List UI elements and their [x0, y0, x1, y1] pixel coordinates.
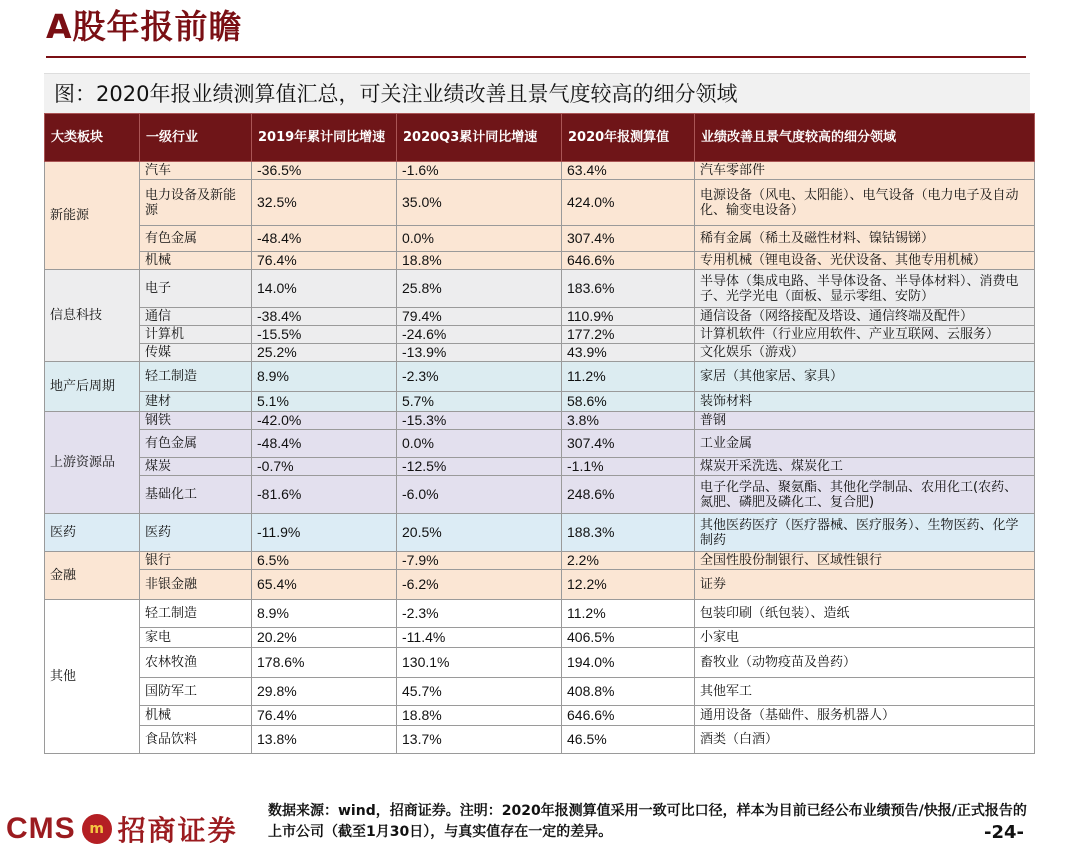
- growth-2019-cell: -38.4%: [252, 308, 397, 326]
- estimate-2020-cell: 183.6%: [562, 270, 695, 308]
- growth-2019-cell: 76.4%: [252, 252, 397, 270]
- subsector-cell: 普钢: [695, 412, 1035, 430]
- table-header-row: [45, 114, 1035, 162]
- growth-q3-cell: -7.9%: [397, 552, 562, 570]
- subsector-cell: 电子化学品、聚氨酯、其他化学制品、农用化工(农药、氮肥、磷肥及磷化工、复合肥): [695, 476, 1035, 514]
- estimate-2020-cell: 58.6%: [562, 392, 695, 412]
- estimate-2020-cell: 63.4%: [562, 162, 695, 180]
- industry-cell: 农林牧渔: [140, 648, 252, 678]
- growth-2019-cell: 6.5%: [252, 552, 397, 570]
- growth-2019-cell: -48.4%: [252, 430, 397, 458]
- growth-q3-cell: 13.7%: [397, 726, 562, 754]
- subsector-cell: 全国性股份制银行、区域性银行: [695, 552, 1035, 570]
- subsector-cell: 证券: [695, 570, 1035, 600]
- growth-q3-cell: -2.3%: [397, 362, 562, 392]
- industry-cell: 通信: [140, 308, 252, 326]
- table-row: [45, 628, 1035, 648]
- table-row: [45, 270, 1035, 308]
- growth-q3-cell: -6.0%: [397, 476, 562, 514]
- industry-cell: 轻工制造: [140, 362, 252, 392]
- growth-q3-cell: -12.5%: [397, 458, 562, 476]
- table-row: [45, 570, 1035, 600]
- industry-cell: 轻工制造: [140, 600, 252, 628]
- growth-q3-cell: 130.1%: [397, 648, 562, 678]
- growth-2019-cell: 8.9%: [252, 600, 397, 628]
- estimate-2020-cell: -1.1%: [562, 458, 695, 476]
- estimate-2020-cell: 12.2%: [562, 570, 695, 600]
- logo-text-en: CMS: [6, 812, 76, 845]
- industry-cell: 电力设备及新能源: [140, 180, 252, 226]
- subsector-cell: 家居（其他家居、家具）: [695, 362, 1035, 392]
- industry-cell: 基础化工: [140, 476, 252, 514]
- growth-2019-cell: -48.4%: [252, 226, 397, 252]
- title-divider: [46, 56, 1026, 58]
- growth-q3-cell: -13.9%: [397, 344, 562, 362]
- industry-cell: 汽车: [140, 162, 252, 180]
- growth-2019-cell: -0.7%: [252, 458, 397, 476]
- growth-2019-cell: 5.1%: [252, 392, 397, 412]
- growth-2019-cell: 178.6%: [252, 648, 397, 678]
- subsector-cell: 半导体（集成电路、半导体设备、半导体材料）、消费电子、光学光电（面板、显示零组、安防）: [695, 270, 1035, 308]
- table-row: [45, 392, 1035, 412]
- estimate-2020-cell: 424.0%: [562, 180, 695, 226]
- estimate-2020-cell: 2.2%: [562, 552, 695, 570]
- estimate-2020-cell: 43.9%: [562, 344, 695, 362]
- subsector-cell: 电源设备（风电、太阳能）、电气设备（电力电子及自动化、输变电设备）: [695, 180, 1035, 226]
- industry-cell: 食品饮料: [140, 726, 252, 754]
- sector-cell: 新能源: [45, 162, 140, 270]
- header-2020-estimate: 2020年报测算值: [562, 114, 695, 162]
- table-row: [45, 180, 1035, 226]
- growth-2019-cell: 29.8%: [252, 678, 397, 706]
- sector-cell: 信息科技: [45, 270, 140, 362]
- header-2019-growth: 2019年累计同比增速: [252, 114, 397, 162]
- table-row: [45, 226, 1035, 252]
- growth-q3-cell: 25.8%: [397, 270, 562, 308]
- subsector-cell: 文化娱乐（游戏）: [695, 344, 1035, 362]
- industry-cell: 煤炭: [140, 458, 252, 476]
- table-row: [45, 308, 1035, 326]
- earnings-table: [44, 113, 1035, 754]
- sector-cell: 金融: [45, 552, 140, 600]
- estimate-2020-cell: 406.5%: [562, 628, 695, 648]
- growth-q3-cell: -6.2%: [397, 570, 562, 600]
- industry-cell: 机械: [140, 252, 252, 270]
- subsector-cell: 稀有金属（稀土及磁性材料、镍钴锡锑）: [695, 226, 1035, 252]
- growth-2019-cell: 8.9%: [252, 362, 397, 392]
- estimate-2020-cell: 408.8%: [562, 678, 695, 706]
- table-row: [45, 412, 1035, 430]
- header-sector: 大类板块: [45, 114, 140, 162]
- table-row: [45, 162, 1035, 180]
- sector-cell: 地产后周期: [45, 362, 140, 412]
- sector-cell: 上游资源品: [45, 412, 140, 514]
- growth-q3-cell: 0.0%: [397, 430, 562, 458]
- subsector-cell: 装饰材料: [695, 392, 1035, 412]
- industry-cell: 机械: [140, 706, 252, 726]
- logo-text-cn: 招商证券: [117, 814, 238, 847]
- logo-mark-icon: m: [82, 814, 112, 844]
- subsector-cell: 畜牧业（动物疫苗及兽药）: [695, 648, 1035, 678]
- industry-cell: 有色金属: [140, 430, 252, 458]
- subsector-cell: 煤炭开采洗选、煤炭化工: [695, 458, 1035, 476]
- subsector-cell: 其他军工: [695, 678, 1035, 706]
- header-industry: 一级行业: [140, 114, 252, 162]
- industry-cell: 计算机: [140, 326, 252, 344]
- subsector-cell: 计算机软件（行业应用软件、产业互联网、云服务）: [695, 326, 1035, 344]
- industry-cell: 传媒: [140, 344, 252, 362]
- table-row: [45, 362, 1035, 392]
- table-row: [45, 458, 1035, 476]
- estimate-2020-cell: 11.2%: [562, 362, 695, 392]
- estimate-2020-cell: 177.2%: [562, 326, 695, 344]
- industry-cell: 银行: [140, 552, 252, 570]
- estimate-2020-cell: 188.3%: [562, 514, 695, 552]
- growth-2019-cell: -11.9%: [252, 514, 397, 552]
- table-row: [45, 430, 1035, 458]
- subsector-cell: 包装印刷（纸包装）、造纸: [695, 600, 1035, 628]
- growth-q3-cell: 18.8%: [397, 706, 562, 726]
- table-body: [45, 162, 1035, 754]
- growth-2019-cell: 13.8%: [252, 726, 397, 754]
- growth-2019-cell: 32.5%: [252, 180, 397, 226]
- subsector-cell: 工业金属: [695, 430, 1035, 458]
- subsector-cell: 其他医药医疗（医疗器械、医疗服务）、生物医药、化学制药: [695, 514, 1035, 552]
- industry-cell: 家电: [140, 628, 252, 648]
- table-row: [45, 344, 1035, 362]
- page-title: A股年报前瞻: [46, 7, 243, 46]
- growth-q3-cell: -11.4%: [397, 628, 562, 648]
- source-note: 数据来源：wind，招商证券。注明：2020年报测算值采用一致可比口径，样本为目前已经公布业绩预告/快报/正式报告的上市公司（截至1月30日），与真实值存在一定的差异。: [268, 803, 1027, 840]
- table-row: [45, 726, 1035, 754]
- estimate-2020-cell: 646.6%: [562, 706, 695, 726]
- industry-cell: 电子: [140, 270, 252, 308]
- table-row: [45, 648, 1035, 678]
- table-row: [45, 514, 1035, 552]
- company-logo: [6, 808, 238, 850]
- growth-2019-cell: 65.4%: [252, 570, 397, 600]
- table-row: [45, 706, 1035, 726]
- growth-q3-cell: 20.5%: [397, 514, 562, 552]
- industry-cell: 非银金融: [140, 570, 252, 600]
- header-subsectors: 业绩改善且景气度较高的细分领域: [695, 114, 1035, 162]
- table-row: [45, 326, 1035, 344]
- estimate-2020-cell: 194.0%: [562, 648, 695, 678]
- sector-cell: 其他: [45, 600, 140, 754]
- growth-2019-cell: -15.5%: [252, 326, 397, 344]
- estimate-2020-cell: 248.6%: [562, 476, 695, 514]
- industry-cell: 医药: [140, 514, 252, 552]
- header-q3-growth: 2020Q3累计同比增速: [397, 114, 562, 162]
- subsector-cell: 酒类（白酒）: [695, 726, 1035, 754]
- growth-2019-cell: 76.4%: [252, 706, 397, 726]
- estimate-2020-cell: 3.8%: [562, 412, 695, 430]
- estimate-2020-cell: 307.4%: [562, 226, 695, 252]
- table-row: [45, 476, 1035, 514]
- earnings-table-container: [44, 113, 1034, 754]
- subsector-cell: 小家电: [695, 628, 1035, 648]
- table-row: [45, 600, 1035, 628]
- table-row: [45, 252, 1035, 270]
- growth-2019-cell: -36.5%: [252, 162, 397, 180]
- estimate-2020-cell: 11.2%: [562, 600, 695, 628]
- growth-q3-cell: 45.7%: [397, 678, 562, 706]
- growth-q3-cell: 35.0%: [397, 180, 562, 226]
- growth-q3-cell: 0.0%: [397, 226, 562, 252]
- growth-q3-cell: -15.3%: [397, 412, 562, 430]
- subsector-cell: 专用机械（锂电设备、光伏设备、其他专用机械）: [695, 252, 1035, 270]
- industry-cell: 国防军工: [140, 678, 252, 706]
- industry-cell: 钢铁: [140, 412, 252, 430]
- estimate-2020-cell: 46.5%: [562, 726, 695, 754]
- figure-caption: 图：2020年报业绩测算值汇总，可关注业绩改善且景气度较高的细分领域: [54, 82, 738, 106]
- subsector-cell: 汽车零部件: [695, 162, 1035, 180]
- subsector-cell: 通信设备（网络接配及塔设、通信终端及配件）: [695, 308, 1035, 326]
- subsector-cell: 通用设备（基础件、服务机器人）: [695, 706, 1035, 726]
- growth-2019-cell: 25.2%: [252, 344, 397, 362]
- industry-cell: 建材: [140, 392, 252, 412]
- page-number: -24-: [984, 822, 1024, 843]
- growth-q3-cell: -2.3%: [397, 600, 562, 628]
- sector-cell: 医药: [45, 514, 140, 552]
- growth-2019-cell: -42.0%: [252, 412, 397, 430]
- growth-2019-cell: -81.6%: [252, 476, 397, 514]
- table-row: [45, 678, 1035, 706]
- growth-2019-cell: 20.2%: [252, 628, 397, 648]
- growth-q3-cell: 79.4%: [397, 308, 562, 326]
- growth-q3-cell: -1.6%: [397, 162, 562, 180]
- industry-cell: 有色金属: [140, 226, 252, 252]
- growth-q3-cell: 18.8%: [397, 252, 562, 270]
- estimate-2020-cell: 307.4%: [562, 430, 695, 458]
- growth-q3-cell: -24.6%: [397, 326, 562, 344]
- growth-2019-cell: 14.0%: [252, 270, 397, 308]
- growth-q3-cell: 5.7%: [397, 392, 562, 412]
- table-row: [45, 552, 1035, 570]
- estimate-2020-cell: 110.9%: [562, 308, 695, 326]
- estimate-2020-cell: 646.6%: [562, 252, 695, 270]
